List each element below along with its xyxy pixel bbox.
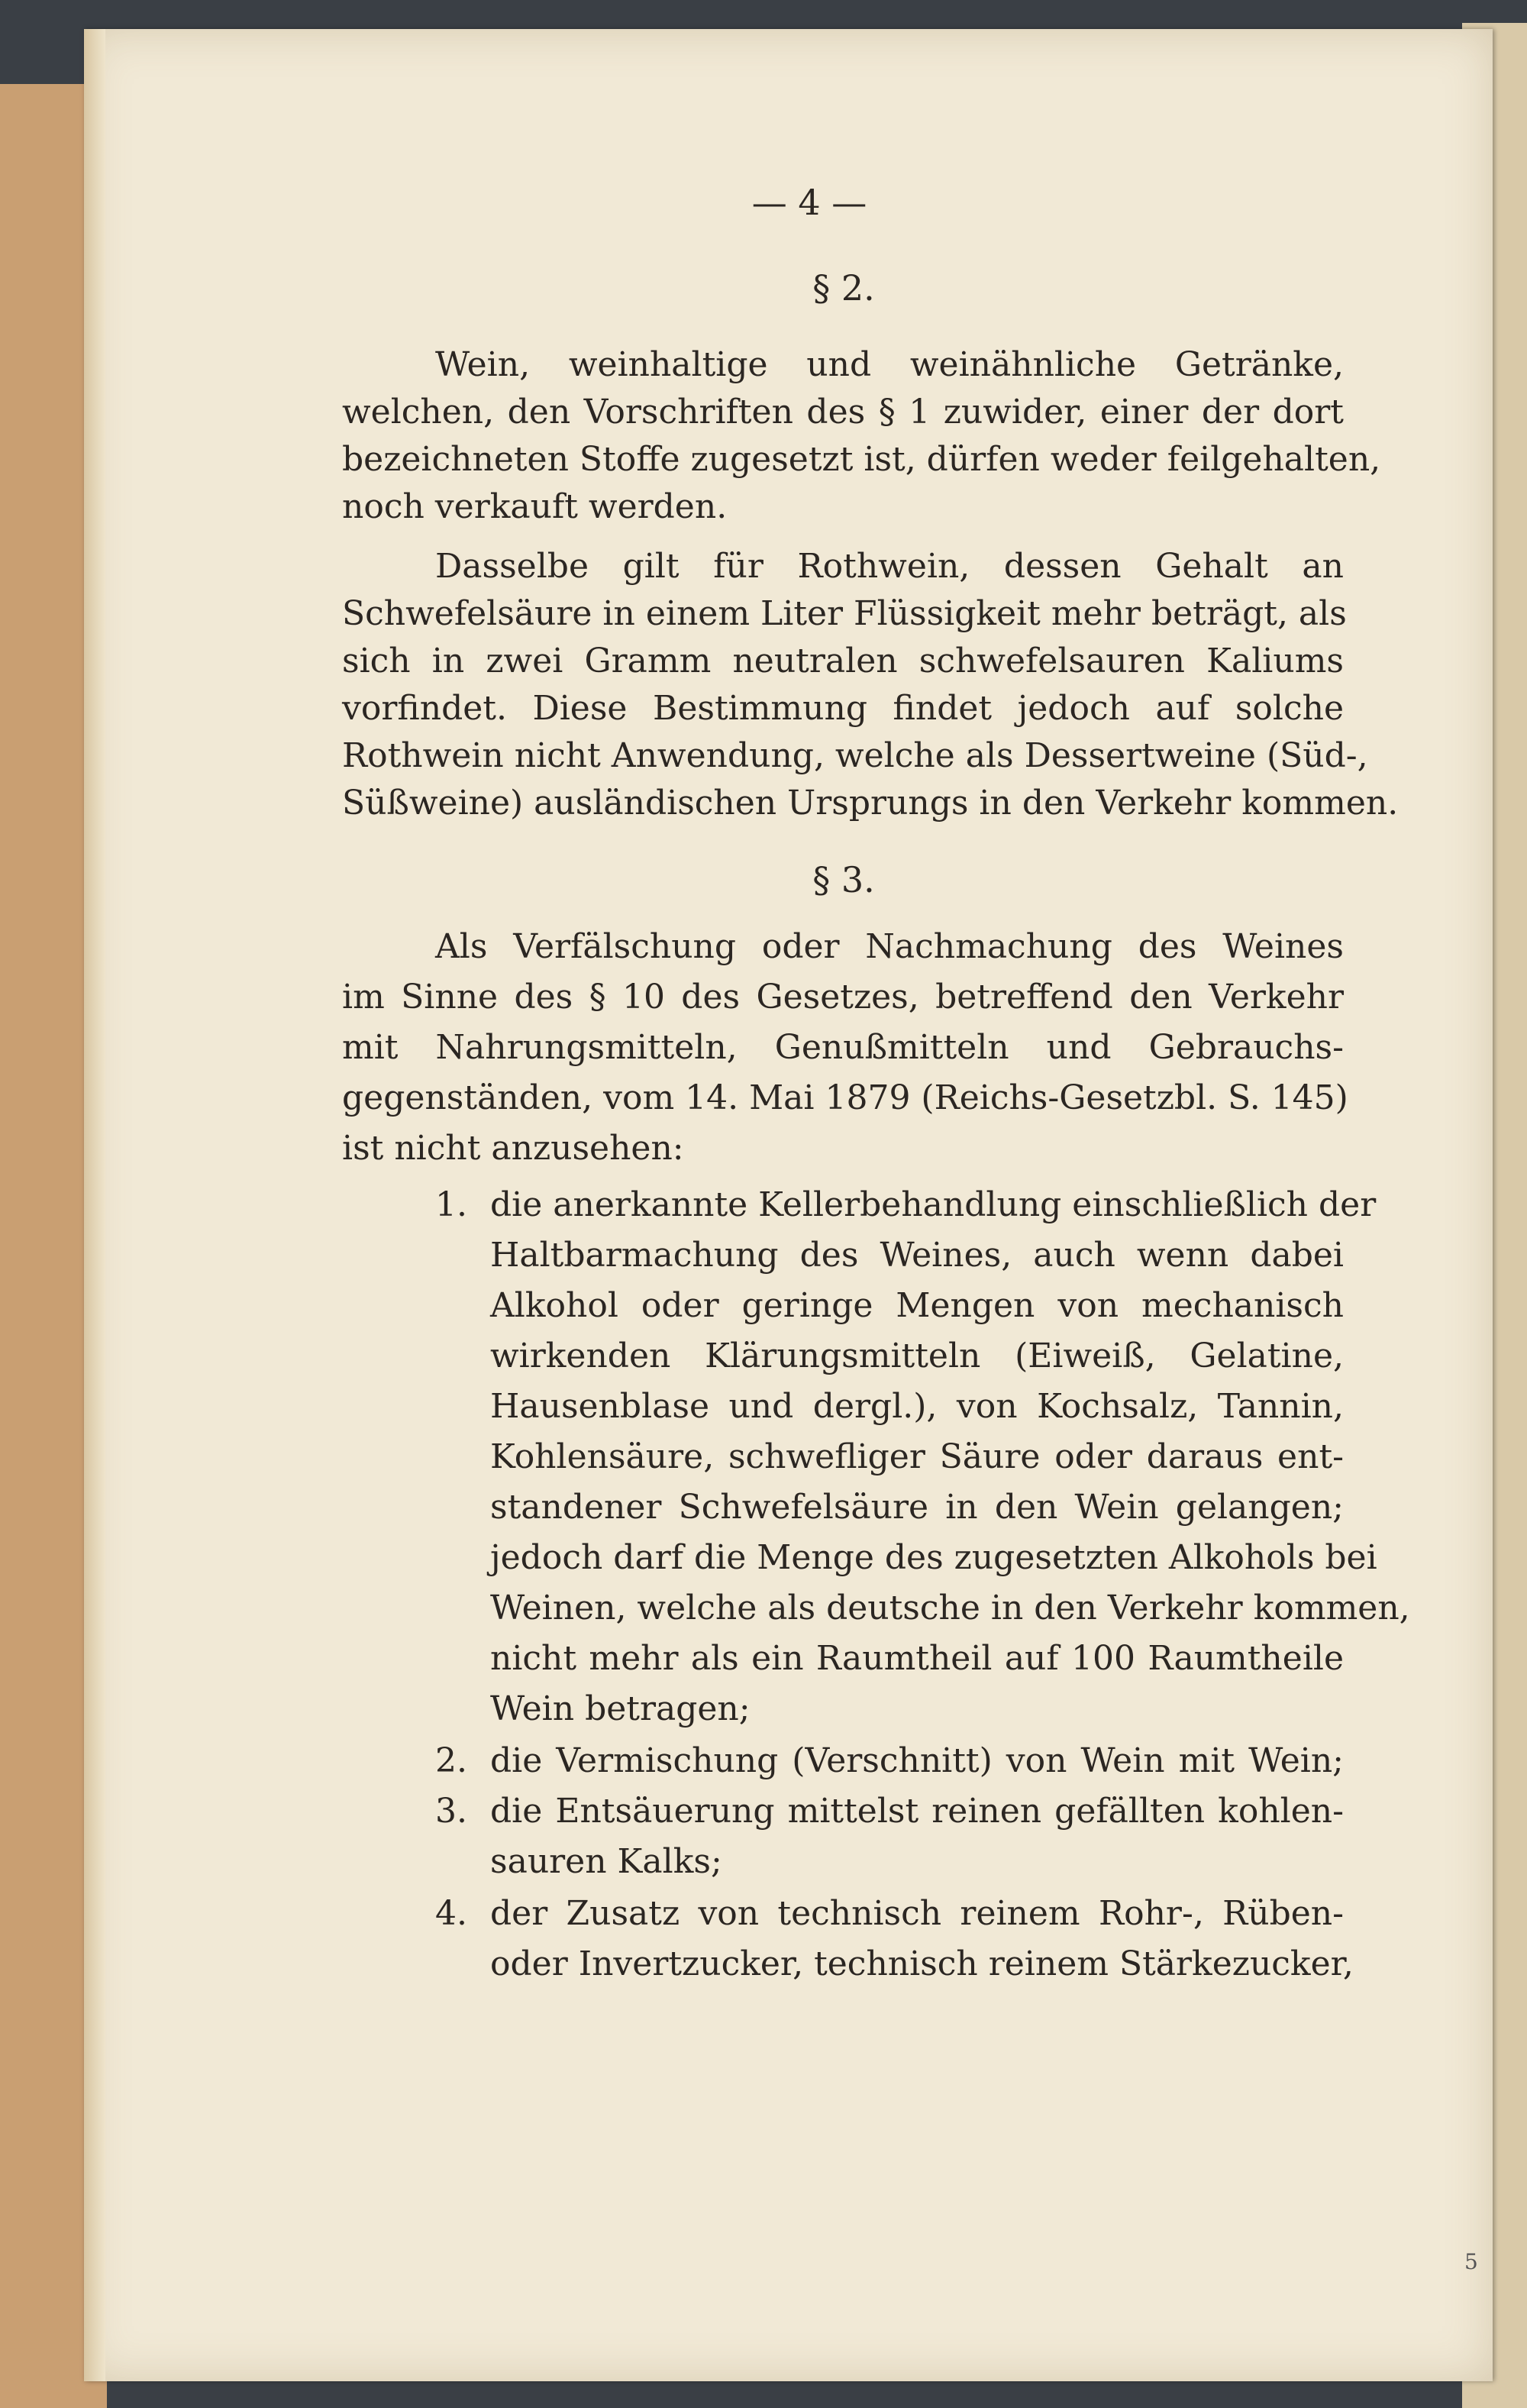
section-heading-3: § 3. <box>812 859 875 900</box>
text-line: im Sinne des § 10 des Gesetzes, betreffend den Verkehr <box>342 978 1344 1017</box>
text-line: sich in zwei Gramm neutralen schwefelsauren Kaliums <box>342 642 1344 680</box>
text-line: noch verkauft werden. <box>342 487 728 526</box>
text-line: vorfindet. Diese Bestimmung findet jedoch auf solche <box>342 689 1344 728</box>
text-line: Als Verfälschung oder Nachmachung des Weines <box>435 927 1344 966</box>
list-item-line: Wein betragen; <box>490 1689 751 1728</box>
page-number: — 4 — <box>751 182 867 223</box>
list-item-line: sauren Kalks; <box>490 1842 722 1881</box>
list-item-number: 4. <box>435 1894 467 1933</box>
section-heading-2: § 2. <box>812 267 875 309</box>
list-item-line: die anerkannte Kellerbehandlung einschließlich der <box>490 1185 1377 1224</box>
text-line: welchen, den Vorschriften des § 1 zuwider, einer der dort <box>342 393 1344 432</box>
text-line: bezeichneten Stoffe zugesetzt ist, dürfen weder feilgehalten, <box>342 440 1381 479</box>
list-item-line: jedoch darf die Menge des zugesetzten Alkohols bei <box>490 1538 1377 1577</box>
list-item-line: die Vermischung (Verschnitt) von Wein mit Wein; <box>490 1741 1344 1780</box>
text-line: Wein, weinhaltige und weinähnliche Getränke, <box>435 345 1344 384</box>
list-item-line: Weinen, welche als deutsche in den Verkehr kommen, <box>490 1589 1410 1627</box>
margin-mark: 5 <box>1464 2249 1478 2274</box>
list-item-line: oder Invertzucker, technisch reinem Stärkezucker, <box>490 1944 1354 1983</box>
list-item-number: 1. <box>435 1185 467 1224</box>
text-line: Süßweine) ausländischen Ursprungs in den Verkehr kommen. <box>342 784 1399 823</box>
list-item-line: der Zusatz von technisch reinem Rohr-, Rüben- <box>490 1894 1344 1933</box>
text-line: Dasselbe gilt für Rothwein, dessen Gehalt an <box>435 547 1344 586</box>
list-item-number: 3. <box>435 1792 467 1831</box>
list-item-line: Alkohol oder geringe Mengen von mechanisch <box>490 1286 1344 1325</box>
text-line: gegenständen, vom 14. Mai 1879 (Reichs-Gesetzbl. S. 145) <box>342 1078 1348 1117</box>
list-item-line: Haltbarmachung des Weines, auch wenn dabei <box>490 1236 1344 1275</box>
text-line: Schwefelsäure in einem Liter Flüssigkeit mehr beträgt, als <box>342 594 1347 633</box>
list-item-line: Kohlensäure, schwefliger Säure oder daraus ent- <box>490 1437 1344 1476</box>
list-item-number: 2. <box>435 1741 467 1780</box>
list-item-line: nicht mehr als ein Raumtheil auf 100 Raumtheile <box>490 1639 1344 1678</box>
list-item-line: die Entsäuerung mittelst reinen gefällten kohlen- <box>490 1792 1344 1831</box>
list-item-line: Hausenblase und dergl.), von Kochsalz, Tannin, <box>490 1387 1344 1426</box>
text-line: Rothwein nicht Anwendung, welche als Dessertweine (Süd-, <box>342 736 1368 775</box>
text-line: ist nicht anzusehen: <box>342 1129 684 1168</box>
text-line: mit Nahrungsmitteln, Genußmitteln und Gebrauchs- <box>342 1028 1344 1067</box>
list-item-line: standener Schwefelsäure in den Wein gelangen; <box>490 1488 1344 1527</box>
list-item-line: wirkenden Klärungsmitteln (Eiweiß, Gelatine, <box>490 1337 1344 1375</box>
